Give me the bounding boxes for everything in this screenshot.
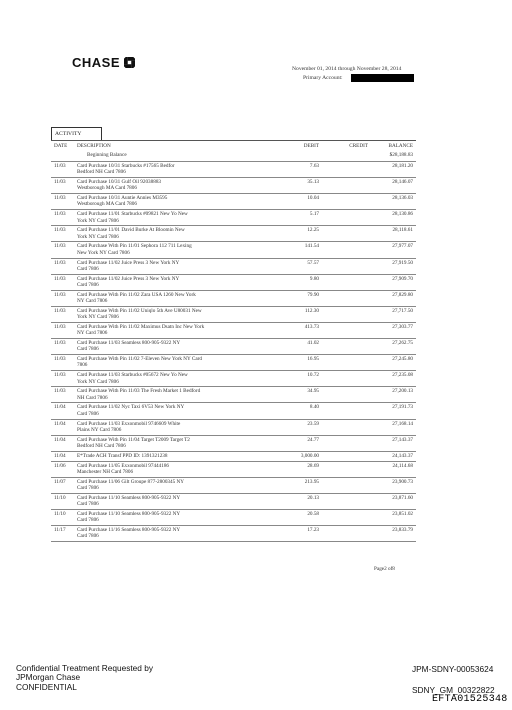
- row-debit: 79.90: [307, 291, 319, 298]
- col-credit: CREDIT: [349, 143, 368, 149]
- row-debit: 41.02: [307, 340, 319, 347]
- row-debit: 12.25: [307, 227, 319, 234]
- table-row: [51, 436, 416, 452]
- row-debit: 3,000.00: [300, 452, 319, 459]
- row-debit: 23.59: [307, 420, 319, 427]
- footer-company: JPMorgan Chase: [16, 672, 81, 683]
- row-detail: 11/03 Seamless 800-905-9322 NY: [108, 340, 181, 347]
- table-row: [51, 178, 416, 194]
- footer-efta-number: EFTA01525348: [432, 694, 508, 705]
- row-detail-line2: Card 7806: [77, 265, 99, 272]
- row-detail-line2: Westborough MA Card 7806: [77, 185, 137, 192]
- row-debit: 413.73: [304, 323, 319, 330]
- row-type: Card Purchase: [77, 259, 108, 266]
- row-detail-line2: Card 7806: [77, 281, 99, 288]
- row-detail-line2: York NY Card 7806: [77, 378, 119, 385]
- row-detail-line2: Manchester NH Card 7806: [77, 468, 134, 475]
- row-type: Card Purchase: [77, 420, 108, 427]
- row-type: Card Purchase: [77, 494, 108, 501]
- table-row: [51, 371, 416, 387]
- activity-table: [51, 143, 416, 542]
- row-detail: 11/10 Seamless 800-905-9322 NY: [108, 494, 181, 501]
- table-row: [51, 226, 416, 242]
- row-description: [77, 324, 252, 337]
- table-row: [51, 194, 416, 210]
- row-balance: 28,181.20: [392, 163, 413, 169]
- row-description: [77, 195, 252, 208]
- row-balance: 24,114.68: [392, 462, 413, 469]
- row-type: Card Purchase: [77, 275, 108, 282]
- table-row: [51, 323, 416, 339]
- row-balance: 27,200.13: [392, 388, 413, 395]
- row-detail: 10/31 Starbucks #17565 Bedfor: [108, 163, 175, 169]
- footer-left: [16, 664, 153, 692]
- row-description: [77, 463, 252, 476]
- statement-period: November 01, 2014 through November 28, 2014: [292, 66, 402, 72]
- row-detail: 11/02 Maximus Dsatn Inc New York: [128, 323, 205, 330]
- row-debit: 34.95: [307, 388, 319, 395]
- row-date: 11/06: [54, 462, 66, 469]
- row-debit: 28.69: [307, 462, 319, 469]
- row-type: Card Purchase With Pin: [77, 388, 127, 395]
- row-description: [77, 211, 252, 224]
- row-type: Card Purchase: [77, 163, 108, 169]
- table-row: [51, 210, 416, 226]
- row-date: 11/03: [54, 227, 66, 234]
- row-type: E*Trade: [77, 452, 95, 459]
- account-label: Primary Account:: [303, 75, 343, 81]
- row-type: Card Purchase: [77, 195, 108, 202]
- account-line: [303, 74, 414, 82]
- row-debit: 112.30: [304, 307, 319, 314]
- row-detail-line2: Plains NY Card 7806: [77, 426, 122, 433]
- table-top-rule: [51, 140, 416, 141]
- row-balance: 28,118.61: [392, 227, 413, 234]
- row-debit: 10.72: [307, 372, 319, 379]
- row-balance: 27,717.50: [392, 307, 413, 314]
- row-balance: 27,168.14: [392, 420, 413, 427]
- row-balance: 28,146.07: [392, 179, 413, 186]
- table-row: [51, 452, 416, 462]
- row-debit: 7.63: [309, 163, 319, 169]
- row-type: Card Purchase: [77, 510, 108, 517]
- row-detail-line2: Bedford NH Card 7806: [77, 169, 126, 176]
- row-type: Card Purchase: [77, 211, 108, 218]
- row-debit: 141.54: [304, 243, 319, 250]
- row-type: Card Purchase With Pin: [77, 291, 127, 298]
- row-description: [77, 292, 252, 305]
- row-balance: 27,262.75: [392, 340, 413, 347]
- col-date: DATE: [54, 143, 68, 149]
- page-number: Page2 of8: [374, 566, 395, 572]
- row-detail-line2: Card 7806: [77, 517, 99, 524]
- row-debit: 20.13: [307, 494, 319, 501]
- row-balance: 28,130.86: [392, 211, 413, 218]
- row-detail: 11/06 Gilt Groupe 877-2800345 NY: [108, 478, 185, 485]
- row-date: 11/03: [54, 307, 66, 314]
- table-row: [51, 307, 416, 323]
- row-description: [77, 227, 252, 240]
- row-date: 11/03: [54, 388, 66, 395]
- row-type: Card Purchase: [77, 372, 108, 379]
- row-date: 11/03: [54, 163, 66, 169]
- row-type: Card Purchase: [77, 340, 108, 347]
- table-row: [51, 339, 416, 355]
- redaction-bar: [351, 74, 414, 82]
- row-description: [77, 243, 252, 256]
- row-debit: 24.77: [307, 436, 319, 443]
- row-date: 11/10: [54, 494, 66, 501]
- row-detail-line2: Card 7806: [77, 410, 99, 417]
- row-description: [77, 511, 252, 524]
- row-date: 11/03: [54, 275, 66, 282]
- row-description: [77, 179, 252, 192]
- row-detail: 10/31 Auntie Annies M3595: [108, 195, 168, 202]
- row-date: 11/04: [54, 436, 66, 443]
- row-balance: 23,871.60: [392, 494, 413, 501]
- col-balance: BALANCE: [388, 143, 413, 149]
- row-balance: 24,143.37: [392, 452, 413, 459]
- row-balance: 23,833.79: [392, 527, 413, 534]
- table-header: [51, 143, 416, 152]
- row-date: 11/10: [54, 510, 66, 517]
- row-detail-line2: NY Card 7806: [77, 298, 108, 305]
- row-balance: 27,191.73: [392, 404, 413, 411]
- footer-bates-top: JPM-SDNY-00053624: [412, 664, 494, 674]
- row-balance: 27,235.08: [392, 372, 413, 379]
- row-detail-line2: York NY Card 7806: [77, 217, 119, 224]
- row-description: [77, 260, 252, 273]
- footer-bates-bottom: SDNY_GM_00322822: [412, 685, 495, 695]
- row-date: 11/04: [54, 420, 66, 427]
- row-debit: 5.17: [309, 211, 319, 218]
- row-type: Card Purchase With Pin: [77, 307, 127, 314]
- table-row: [51, 462, 416, 478]
- row-detail-line2: New York NY Card 7806: [77, 249, 130, 256]
- row-type: Card Purchase: [77, 179, 108, 186]
- table-row: [51, 420, 416, 436]
- table-row: [51, 478, 416, 494]
- row-detail: ACH Transf PPD ID: 1391321238: [95, 452, 168, 459]
- row-date: 11/03: [54, 323, 66, 330]
- row-balance: 28,136.03: [392, 195, 413, 202]
- row-date: 11/03: [54, 291, 66, 298]
- row-detail: 11/02 Uniqlo 5th Ave U80031 New: [128, 307, 202, 314]
- row-description: [77, 437, 252, 450]
- footer-confidential: CONFIDENTIAL: [16, 681, 77, 692]
- section-title: ACTIVITY: [51, 127, 102, 141]
- row-detail: 11/02 7-Eleven New York NY Card: [128, 356, 202, 363]
- row-detail: 11/03 The Fresh Market 1 Bedford: [128, 388, 201, 395]
- row-detail: 11/02 Juice Press 3 New York NY: [108, 259, 180, 266]
- row-date: 11/03: [54, 195, 66, 202]
- beginning-label: Beginning Balance: [87, 152, 127, 158]
- row-detail-line2: Bedford NH Card 7806: [77, 442, 126, 449]
- row-debit: 10.04: [307, 195, 319, 202]
- col-debit: DEBIT: [303, 143, 319, 149]
- row-balance: 27,829.80: [392, 291, 413, 298]
- row-date: 11/03: [54, 211, 66, 218]
- row-type: Card Purchase With Pin: [77, 323, 127, 330]
- table-row: [51, 510, 416, 526]
- row-detail: 11/02 Zara USA 1260 New York: [128, 291, 196, 298]
- table-row: [51, 162, 416, 178]
- row-type: Card Purchase With Pin: [77, 243, 127, 250]
- row-date: 11/03: [54, 372, 66, 379]
- row-detail: 11/03 Starbucks #05672 New Yo New: [108, 372, 188, 379]
- table-row: [51, 403, 416, 419]
- row-detail-line2: NY Card 7806: [77, 330, 108, 337]
- table-row: [51, 355, 416, 371]
- row-detail: 11/10 Seamless 800-905-9322 NY: [108, 510, 181, 517]
- row-detail-line2: Card 7806: [77, 533, 99, 540]
- row-date: 11/04: [54, 452, 66, 459]
- row-description: [77, 340, 252, 353]
- row-description: [77, 276, 252, 289]
- row-type: Card Purchase: [77, 462, 108, 469]
- row-description: [77, 372, 252, 385]
- table-row: [51, 291, 416, 307]
- row-detail-line2: York NY Card 7806: [77, 314, 119, 321]
- row-balance: 27,245.80: [392, 356, 413, 363]
- footer-confidential-line: Confidential Treatment Requested by: [16, 663, 153, 673]
- row-balance: 27,977.07: [392, 243, 413, 250]
- row-detail: 11/03 Exxonmobil 9746609 White: [108, 420, 181, 427]
- row-date: 11/03: [54, 179, 66, 186]
- brand-name: CHASE: [72, 55, 121, 70]
- row-type: Card Purchase: [77, 478, 108, 485]
- row-date: 11/04: [54, 404, 66, 411]
- row-description: [77, 163, 252, 176]
- row-date: 11/03: [54, 259, 66, 266]
- row-detail: 10/31 Gulf Oil 92038883: [108, 179, 162, 186]
- beginning-balance: $28,188.83: [389, 152, 413, 158]
- row-detail: 11/02 Juice Press 3 New York NY: [108, 275, 180, 282]
- row-date: 11/03: [54, 356, 66, 363]
- row-detail-line2: 7806: [77, 362, 88, 369]
- table-row: [51, 526, 416, 542]
- row-detail-line2: Card 7806: [77, 501, 99, 508]
- row-debit: 8.40: [309, 404, 319, 411]
- row-detail-line2: NH Card 7806: [77, 394, 108, 401]
- row-detail-line2: Card 7806: [77, 485, 99, 492]
- row-detail: 11/04 Target T2009 Target T2: [128, 436, 190, 443]
- row-balance: 27,143.37: [392, 436, 413, 443]
- row-detail-line2: Westborough MA Card 7806: [77, 201, 137, 208]
- row-balance: 27,909.70: [392, 275, 413, 282]
- row-description: [77, 308, 252, 321]
- row-description: [77, 404, 252, 417]
- row-type: Card Purchase With Pin: [77, 356, 127, 363]
- row-debit: 9.80: [309, 275, 319, 282]
- row-date: 11/07: [54, 478, 66, 485]
- row-date: 11/03: [54, 243, 66, 250]
- table-row: [51, 387, 416, 403]
- row-detail: 11/01 Sephora 112 711 Lexing: [128, 243, 192, 250]
- row-description: [77, 388, 252, 401]
- row-type: Card Purchase: [77, 227, 108, 234]
- row-description: [77, 479, 252, 492]
- row-debit: 20.58: [307, 510, 319, 517]
- row-type: Card Purchase: [77, 527, 108, 534]
- row-detail: 11/02 Nyc Taxi 6V53 New York NY: [108, 404, 185, 411]
- row-description: [77, 356, 252, 369]
- row-detail: 11/16 Seamless 800-905-9322 NY: [108, 527, 181, 534]
- row-type: Card Purchase: [77, 404, 108, 411]
- row-date: 11/03: [54, 340, 66, 347]
- row-balance: 27,919.50: [392, 259, 413, 266]
- beginning-balance-row: [51, 152, 416, 162]
- row-detail-line2: York NY Card 7806: [77, 233, 119, 240]
- row-detail: 11/05 Exxonmobil 97444186: [108, 462, 170, 469]
- row-debit: 213.95: [304, 478, 319, 485]
- row-balance: 23,900.73: [392, 478, 413, 485]
- row-detail: 11/01 David Burke At Bloomin New: [108, 227, 185, 234]
- col-description: DESCRIPTION: [77, 143, 111, 149]
- row-type: Card Purchase With Pin: [77, 436, 127, 443]
- row-debit: 35.13: [307, 179, 319, 186]
- row-balance: 27,303.77: [392, 323, 413, 330]
- table-row: [51, 275, 416, 291]
- row-detail-line2: Card 7806: [77, 346, 99, 353]
- row-detail: 11/01 Starbucks #09821 New Yo New: [108, 211, 188, 218]
- row-description: [77, 495, 252, 508]
- row-debit: 16.95: [307, 356, 319, 363]
- row-debit: 17.23: [307, 527, 319, 534]
- row-balance: 23,851.02: [392, 510, 413, 517]
- table-row: [51, 259, 416, 275]
- row-debit: 57.57: [307, 259, 319, 266]
- row-description: [77, 527, 252, 540]
- table-row: [51, 494, 416, 510]
- chase-logo: [72, 55, 135, 70]
- row-date: 11/17: [54, 527, 66, 534]
- row-description: [77, 453, 252, 459]
- chase-octagon-icon: [124, 57, 135, 68]
- table-row: [51, 242, 416, 258]
- row-description: [77, 421, 252, 434]
- transaction-rows: [51, 162, 416, 542]
